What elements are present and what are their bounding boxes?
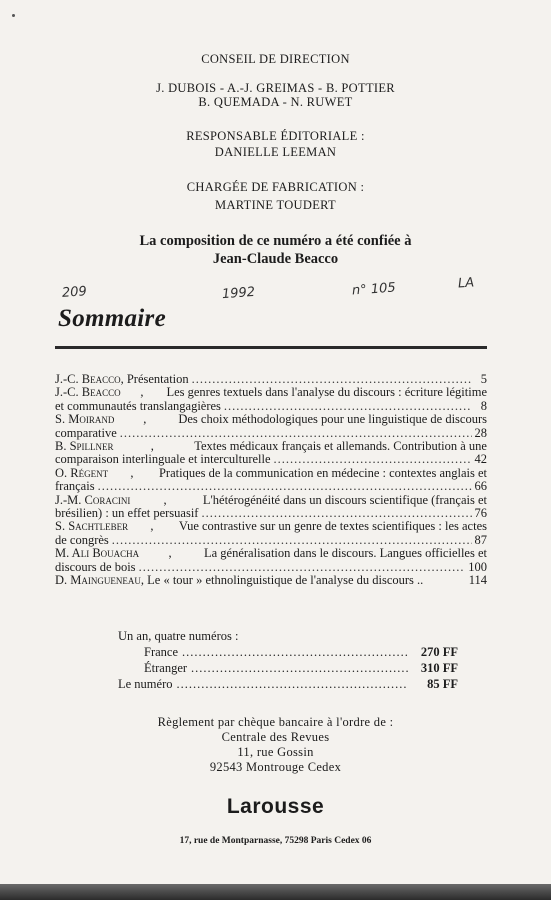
toc-page: 76 [474,506,487,521]
toc-page: 42 [474,452,487,467]
toc-title-line: discours de bois [55,559,136,574]
price-value: 85 FF [427,677,458,691]
toc-page: 100 [468,559,487,574]
toc-entry: D. Maingueneau , Le « tour » ethnolinguistique de l'analyse du discours .. 114 [55,573,487,588]
handwritten-note-d: LA [457,275,475,292]
toc-title-line: comparaison interlinguale et interculturelle [55,452,271,467]
toc-author: M. Ali Bouacha [55,546,140,561]
toc-title-line: Pratiques de la communication en médecine : contextes anglais et [158,465,487,480]
toc-author: D. Maingueneau [55,573,141,588]
board-heading: CONSEIL DE DIRECTION [201,52,350,66]
production-name: MARTINE TOUDERT [215,198,336,212]
toc-title-line: de congrès [55,532,109,547]
board-members-line1: J. DUBOIS - A.-J. GREIMAS - B. POTTIER [156,81,395,95]
speck [12,14,15,17]
price-label: Le numéro [118,677,173,691]
price-value: 310 FF [420,661,458,675]
price-row [144,660,458,676]
editorial-name: DANIELLE LEEMAN [214,145,337,159]
toc-entry: O. Régent , Pratiques de la communication en médecine : contextes anglais et français ..... 66 [55,467,487,494]
composition-line2: Jean-Claude Beacco [212,251,339,267]
toc-author: S. Sachtleber [55,519,129,534]
price-value: 270 FF [420,645,458,659]
toc-entry: B. Spillner , Textes médicaux français et allemands. Contribution à une comparaison interlinguale et interculturelle ..... 42 [55,440,487,467]
toc-author: O. Régent [55,465,109,480]
toc-page: 5 [480,372,487,386]
price-label: Étranger [144,661,188,675]
toc-title-line: Les genres textuels dans l'analyse du discours : écriture légitime [166,385,487,400]
toc-author: J.-C. Beacco [55,385,121,400]
handwritten-note-b: 1992 [221,284,256,303]
subscription-heading: Un an, quatre numéros : [118,629,239,643]
toc-entry: J.-C. Beacco , Présentation ..... 5 [55,373,487,386]
payment-line1: Règlement par chèque bancaire à l'ordre de : [157,715,394,729]
toc-page: 8 [480,398,487,413]
divider [55,346,487,349]
toc-page: 87 [474,532,487,547]
toc-title-line: et communautés translangagières [55,398,221,413]
editorial-label: RESPONSABLE ÉDITORIALE : [186,129,365,143]
toc-entry: M. Ali Bouacha , La généralisation dans le discours. Langues officielles et discours de bois ..... 100 [55,547,487,574]
toc-entry: S. Sachtleber , Vue contrastive sur un genre de textes scientifiques : les actes de congrès ..... 87 [55,520,487,547]
toc-page: 66 [474,479,487,494]
toc-author: S. Moirand [55,412,115,427]
scan-edge [0,884,551,900]
payment-line2: Centrale des Revues [221,730,330,744]
table-of-contents [55,373,487,588]
sommaire-title: Sommaire [58,305,166,332]
publisher-logo: Larousse [226,795,325,818]
composition-line1: La composition de ce numéro a été confiée à [139,233,412,249]
toc-title-line: Le « tour » ethnolinguistique de l'analyse du discours .. [147,573,424,588]
payment-line3: 11, rue Gossin [237,745,314,759]
toc-title-line: comparative [55,425,117,440]
toc-title-line: brésilien) : un effet persuasif [55,506,199,521]
toc-title-line: La généralisation dans le discours. Langues officielles et [203,546,487,561]
toc-entry: J.-C. Beacco , Les genres textuels dans l'analyse du discours : écriture légitime et communautés translangagières ..... 8 [55,386,487,413]
price-row [144,644,458,660]
payment-line4: 92543 Montrouge Cedex [209,760,342,774]
subscription-block [118,628,458,692]
price-row [118,676,458,692]
toc-entry: J.-M. Coracini , L'hétérogénéité dans un discours scientifique (français et brésilien) : un effet persuasif ..... 76 [55,494,487,521]
publisher-address: 17, rue de Montparnasse, 75298 Paris Cedex 06 [179,836,372,846]
toc-title-line: Des choix méthodologiques pour une linguistique de discours [178,412,487,427]
toc-page: 28 [474,425,487,440]
handwritten-note-c: n° 105 [351,280,397,299]
board-members-line2: B. QUEMADA - N. RUWET [198,95,353,109]
toc-page: 114 [468,573,487,588]
production-label: CHARGÉE DE FABRICATION : [186,180,365,194]
toc-title-line: L'hétérogénéité dans un discours scientifique (français et [202,492,487,507]
toc-author: J.-C. Beacco [55,372,121,386]
toc-title-line: Vue contrastive sur un genre de textes scientifiques : les actes [178,519,487,534]
toc-title-line: Textes médicaux français et allemands. Contribution à une [194,439,487,454]
toc-title-line: français [55,479,95,494]
price-label: France [144,645,179,659]
toc-author: J.-M. Coracini [55,492,131,507]
toc-title-line: Présentation [126,372,189,386]
toc-author: B. Spillner [55,439,114,454]
toc-entry: S. Moirand , Des choix méthodologiques pour une linguistique de discours comparative ..... 28 [55,413,487,440]
handwritten-note-a: 209 [61,284,88,301]
